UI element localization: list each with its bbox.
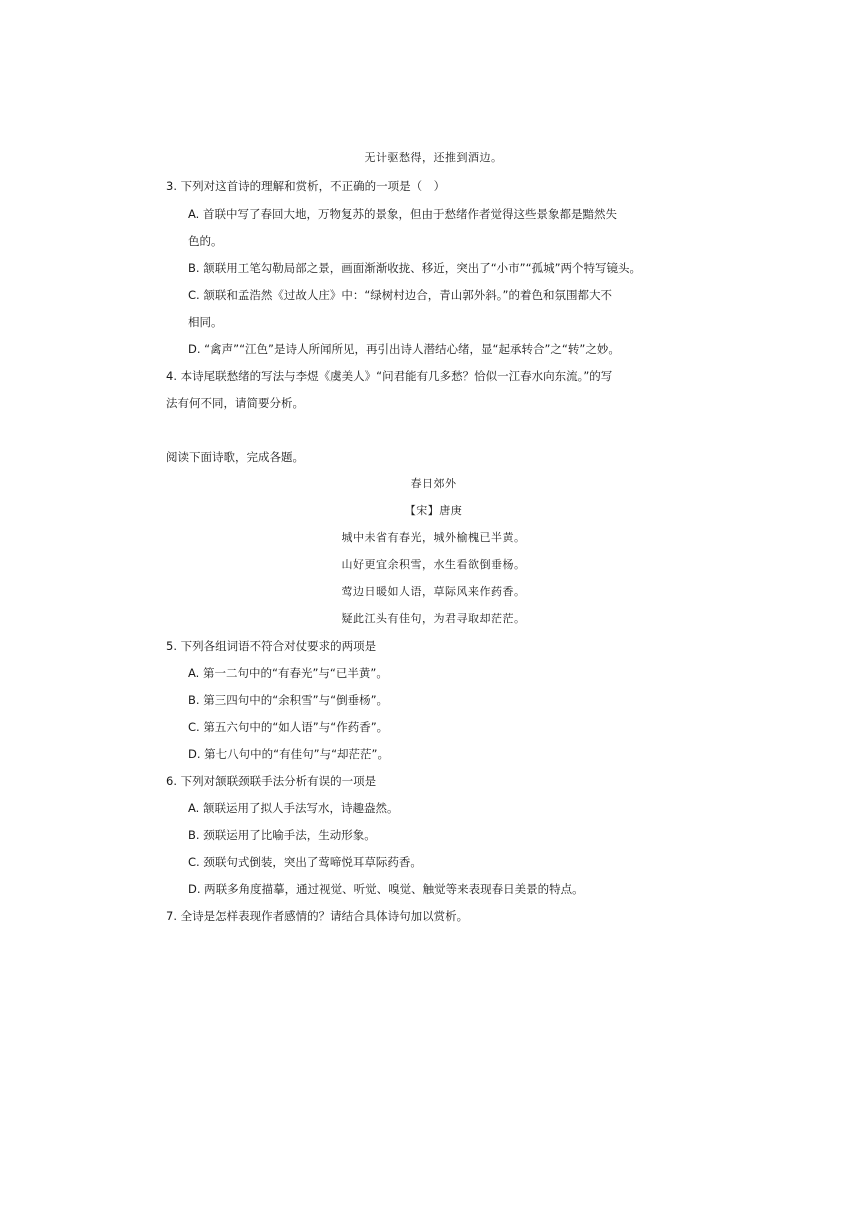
poem-line: 疑此江头有佳句，为君寻取却茫茫。	[341, 612, 526, 625]
question-number: 3.	[166, 179, 177, 193]
option-text: 首联中写了春回大地，万物复苏的景象，但由于愁绪作者觉得这些景象都是黯然失	[202, 207, 617, 221]
option-text: “禽声”“江色”是诗人所闻所见，再引出诗人潜结心绪，显“起承转合”之“转”之妙。	[204, 342, 620, 356]
question-number: 7.	[166, 909, 177, 923]
option-label: C.	[188, 720, 200, 734]
option-text: 第七八句中的“有佳句”与“却茫茫”。	[204, 747, 390, 761]
question-3	[166, 178, 445, 194]
option-label: A.	[188, 207, 200, 221]
poem-author: 【宋】唐庚	[404, 504, 463, 517]
poem-line: 山好更宜余积雪，水生看欲倒垂杨。	[341, 558, 526, 571]
q5-option-b	[188, 692, 388, 708]
q3-option-b	[188, 260, 641, 276]
question-stem: 下列对颔联颈联手法分析有误的一项是	[180, 774, 377, 788]
option-label: B.	[188, 828, 200, 842]
option-text: 两联多角度描摹，通过视觉、听觉、嗅觉、触觉等来表现春日美景的特点。	[204, 882, 584, 896]
q3-option-a	[188, 206, 617, 222]
q3-option-c	[188, 287, 612, 303]
option-label: B.	[188, 693, 200, 707]
q5-option-a	[188, 665, 388, 681]
previous-poem-last-line: 无计驱愁得，还推到酒边。	[364, 151, 503, 164]
question-number: 5.	[166, 639, 177, 653]
q5-option-c	[188, 719, 388, 735]
question-7	[166, 908, 468, 924]
poem-line: 城中未省有春光，城外榆槐已半黄。	[341, 531, 526, 544]
question-stem: 本诗尾联愁绪的写法与李煜《虞美人》“问君能有几多愁？恰似一江春水向东流。”的写	[180, 369, 613, 383]
q3-option-c-continued: 相同。	[188, 315, 223, 329]
question-stem: 下列对这首诗的理解和赏析，不正确的一项是（ ）	[180, 179, 446, 193]
option-label: A.	[188, 666, 200, 680]
question-number: 4.	[166, 369, 177, 383]
q3-option-a-continued: 色的。	[188, 234, 223, 248]
option-label: D.	[188, 882, 201, 896]
question-4	[166, 368, 612, 384]
q5-option-d	[188, 746, 389, 762]
option-text: 颈联句式倒装，突出了莺啼悦耳草际药香。	[203, 855, 422, 869]
question-stem: 全诗是怎样表现作者感情的？请结合具体诗句加以赏析。	[180, 909, 469, 923]
q6-option-c	[188, 854, 422, 870]
section-intro: 阅读下面诗歌，完成各题。	[166, 450, 304, 464]
option-label: B.	[188, 261, 200, 275]
option-label: D.	[188, 342, 201, 356]
option-text: 第五六句中的“如人语”与“作药香”。	[203, 720, 389, 734]
option-text: 颔联用工笔勾勒局部之景，画面渐渐收拢、移近，突出了“小市”“孤城”两个特写镜头。	[203, 261, 642, 275]
option-text: 第一二句中的“有春光”与“已半黄”。	[202, 666, 388, 680]
option-label: C.	[188, 855, 200, 869]
poem-title: 春日郊外	[410, 477, 457, 490]
q6-option-a	[188, 800, 398, 816]
option-text: 第三四句中的“余积雪”与“倒垂杨”。	[203, 693, 389, 707]
poem-line: 莺边日暖如人语，草际风来作药香。	[341, 585, 526, 598]
question-6	[166, 773, 376, 789]
question-number: 6.	[166, 774, 177, 788]
question-stem: 下列各组词语不符合对仗要求的两项是	[180, 639, 377, 653]
option-label: D.	[188, 747, 201, 761]
q3-option-d	[188, 341, 620, 357]
option-label: C.	[188, 288, 200, 302]
option-text: 颔联和孟浩然《过故人庄》中：“绿树村边合，青山郭外斜。”的着色和氛围都大不	[203, 288, 613, 302]
q6-option-d	[188, 881, 584, 897]
option-text: 颔联运用了拟人手法写水，诗趣盎然。	[202, 801, 399, 815]
q6-option-b	[188, 827, 376, 843]
question-4-continued: 法有何不同，请简要分析。	[166, 396, 304, 410]
question-5	[166, 638, 376, 654]
option-text: 颈联运用了比喻手法，生动形象。	[203, 828, 376, 842]
option-label: A.	[188, 801, 200, 815]
